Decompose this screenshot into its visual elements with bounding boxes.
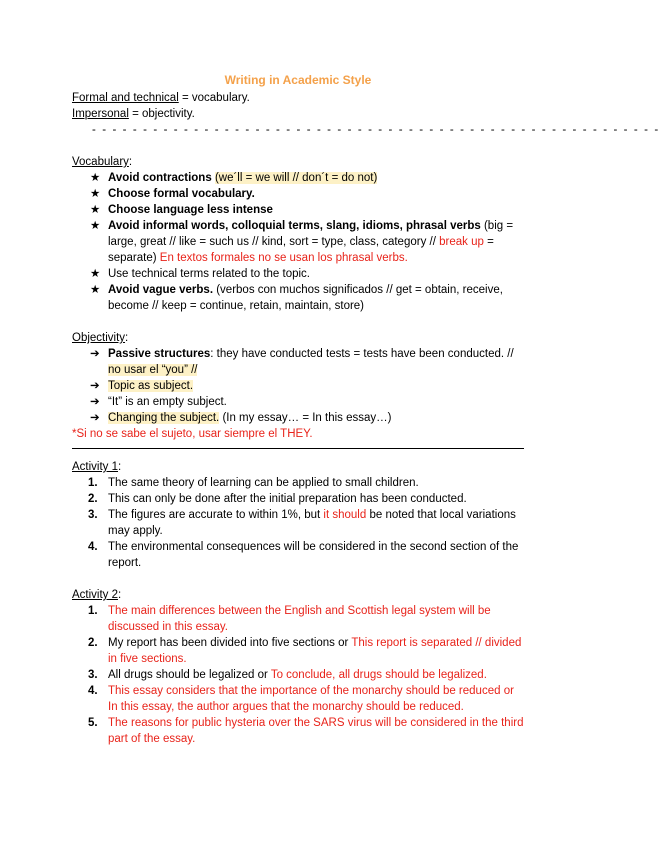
vocabulary-item-text: = separate) <box>108 236 494 264</box>
impersonal-line <box>72 106 524 122</box>
objectivity-heading <box>72 330 524 346</box>
item-text: be noted that local variations may apply. <box>108 509 516 537</box>
star-icon: ★ <box>90 204 101 216</box>
vocabulary-item-bold: Choose formal vocabulary. <box>108 188 255 200</box>
activity2-item <box>72 635 524 667</box>
item-text-red: The reasons for public hysteria over the SARS virus will be considered in the third part of the essay. <box>108 717 524 745</box>
vocabulary-item <box>72 202 524 218</box>
item-text: The environmental consequences will be considered in the second section of the report. <box>108 541 519 569</box>
objectivity-item-text: : they have conducted tests = tests have been conducted. // <box>210 348 514 360</box>
item-number: 2. <box>88 637 98 649</box>
item-number: 3. <box>88 669 98 681</box>
arrow-icon: ➔ <box>90 396 100 408</box>
page-title: Writing in Academic Style <box>224 73 372 87</box>
objectivity-item-bold: Passive structures <box>108 348 211 360</box>
objectivity-item-highlight: Changing the subject. <box>108 412 220 424</box>
activity2-heading <box>72 587 524 603</box>
vocabulary-item-text: Use technical terms related to the topic. <box>108 268 310 280</box>
activity1-heading-colon: : <box>118 461 122 473</box>
star-icon: ★ <box>90 172 101 184</box>
activity2-item <box>72 667 524 683</box>
formal-definition: = vocabulary. <box>178 92 250 104</box>
vocabulary-item-red-note: En textos formales no se usan los phrasal verbs. <box>159 252 408 264</box>
item-text-red: To conclude, all drugs should be legalized. <box>270 669 487 681</box>
vocabulary-item-bold: Avoid informal words, colloquial terms, slang, idioms, phrasal verbs <box>108 220 481 232</box>
objectivity-item <box>72 410 524 426</box>
vocabulary-heading-colon: : <box>128 156 133 168</box>
item-number: 4. <box>88 685 98 697</box>
item-text: The figures are accurate to within 1%, but <box>108 509 324 521</box>
vocabulary-item <box>72 282 524 314</box>
vocabulary-heading-text: Vocabulary <box>72 156 129 168</box>
activity2-heading-text: Activity 2 <box>72 589 119 601</box>
vocabulary-item <box>72 170 524 186</box>
formal-line <box>72 90 524 106</box>
item-text-red: This report is separated // divided in five sections. <box>108 637 522 665</box>
arrow-icon: ➔ <box>90 348 100 360</box>
item-text: My report has been divided into five sections or <box>108 637 352 649</box>
item-number: 3. <box>88 509 98 521</box>
item-text-red: it should <box>323 509 367 521</box>
vocabulary-item <box>72 186 524 202</box>
activity2-item <box>72 603 524 635</box>
arrow-icon: ➔ <box>90 380 100 392</box>
vocabulary-item <box>72 266 524 282</box>
objectivity-note: *Si no se sabe el sujeto, usar siempre el THEY. <box>72 428 313 440</box>
item-number: 2. <box>88 493 98 505</box>
vocabulary-item-bold: Choose language less intense <box>108 204 273 216</box>
objectivity-item-highlight: Topic as subject. <box>108 380 194 392</box>
vocabulary-item-bold: Avoid contractions <box>108 172 212 184</box>
activity2-item <box>72 683 524 715</box>
activity2-item <box>72 715 524 747</box>
item-text: The same theory of learning can be applied to small children. <box>108 477 419 489</box>
impersonal-term: Impersonal <box>72 108 129 120</box>
item-number: 4. <box>88 541 98 553</box>
item-number: 1. <box>88 605 98 617</box>
vocabulary-item-text: (verbos con muchos significados // get = obtain, receive, become // keep = continue, retain, maintain, store) <box>108 284 503 312</box>
item-number: 5. <box>88 717 98 729</box>
objectivity-item <box>72 346 524 378</box>
activity1-item <box>72 507 524 539</box>
activity2-list <box>72 603 524 747</box>
objectivity-item-text: (In my essay… = In this essay…) <box>219 412 392 424</box>
activity2-heading-colon: : <box>118 589 122 601</box>
star-icon: ★ <box>90 220 101 232</box>
item-text-red: This essay considers that the importance of the monarchy should be reduced or In this essay, the author argues that the monarchy should be reduced. <box>108 685 514 713</box>
item-text: All drugs should be legalized or <box>108 669 271 681</box>
arrow-icon: ➔ <box>90 412 100 424</box>
activity1-item <box>72 475 524 491</box>
vocabulary-item-red: break up <box>439 236 484 248</box>
activity1-list <box>72 475 524 571</box>
vocabulary-list <box>72 170 524 314</box>
star-icon: ★ <box>90 188 101 200</box>
objectivity-item-highlight: no usar el “you” // <box>108 364 198 376</box>
objectivity-heading-text: Objectivity <box>72 332 126 344</box>
impersonal-definition: = objectivity. <box>128 108 195 120</box>
item-text: This can only be done after the initial preparation has been conducted. <box>108 493 467 505</box>
star-icon: ★ <box>90 268 101 280</box>
vocabulary-item <box>72 218 524 266</box>
item-number: 1. <box>88 477 98 489</box>
activity1-item <box>72 539 524 571</box>
objectivity-item <box>72 394 524 410</box>
objectivity-list <box>72 346 524 426</box>
activity1-heading <box>72 459 524 475</box>
vocabulary-heading <box>72 154 524 170</box>
activity1-heading-text: Activity 1 <box>72 461 119 473</box>
objectivity-item-text: “It” is an empty subject. <box>108 396 227 408</box>
formal-term: Formal and technical <box>72 92 179 104</box>
vocabulary-item-highlight: (we´ll = we will // don´t = do not) <box>214 172 378 184</box>
vocabulary-item-text: (big = large, great // like = such us // kind, sort = type, class, category // <box>108 220 514 248</box>
vocabulary-item-bold: Avoid vague verbs. <box>108 284 214 296</box>
document-page <box>72 72 660 747</box>
objectivity-heading-colon: : <box>125 332 129 344</box>
activity1-item <box>72 491 524 507</box>
objectivity-item <box>72 378 524 394</box>
item-text-red: The main differences between the English and Scottish legal system will be discussed in this essay. <box>108 605 491 633</box>
star-icon: ★ <box>90 284 101 296</box>
dashed-divider: - - - - - - - - - - - - - - - - - - - - - - - - - - - - - - - - - - - - - - - - - - - - - - - - - - - - - - - - <box>92 124 660 136</box>
section-rule <box>72 448 524 449</box>
